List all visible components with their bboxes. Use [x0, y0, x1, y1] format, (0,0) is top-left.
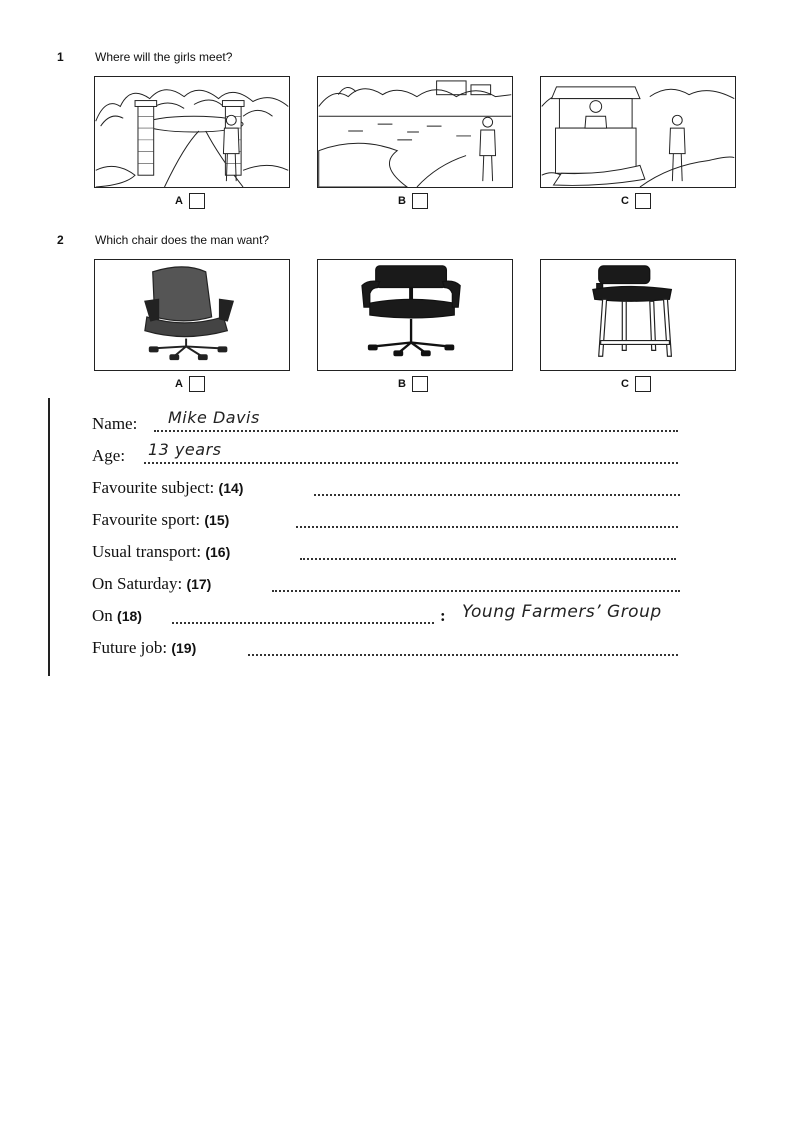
- lake-boats-icon: [318, 77, 512, 187]
- question-1-number: 1: [57, 50, 64, 64]
- form-row-job: [92, 634, 692, 662]
- transport-label-text: Usual transport:: [92, 542, 202, 561]
- job-question-number: (19): [171, 640, 197, 656]
- age-answer-line[interactable]: [144, 460, 678, 464]
- office-chair-black-icon: [318, 260, 512, 370]
- on-value: Young Farmers’ Group: [462, 602, 662, 622]
- ice-cream-kiosk-icon: [541, 77, 735, 187]
- park-gate-icon: [95, 77, 289, 187]
- q1-picture-b[interactable]: [317, 76, 513, 188]
- q2-option-b: [398, 376, 428, 392]
- form-row-name: [92, 410, 692, 438]
- transport-answer-line[interactable]: [300, 556, 676, 560]
- saturday-question-number: (17): [186, 576, 212, 592]
- question-2-text: Which chair does the man want?: [95, 233, 270, 247]
- question-2-number: 2: [57, 233, 64, 247]
- saturday-label: [92, 574, 211, 594]
- q1-picture-c[interactable]: [540, 76, 736, 188]
- job-answer-line[interactable]: [248, 652, 678, 656]
- q2-option-a: [175, 376, 205, 392]
- option-letter: B: [398, 378, 406, 390]
- sport-label: [92, 510, 229, 530]
- name-value: Mike Davis: [168, 408, 260, 427]
- on-label-text: On: [92, 606, 113, 625]
- form-row-on: [92, 602, 692, 630]
- form-row-sport: [92, 506, 692, 534]
- sport-label-text: Favourite sport:: [92, 510, 201, 529]
- q1-option-a: [175, 193, 205, 209]
- on-colon: :: [440, 606, 446, 625]
- option-letter: C: [621, 378, 629, 390]
- sport-answer-line[interactable]: [296, 524, 678, 528]
- form-row-age: [92, 442, 692, 470]
- q1-option-c: [621, 193, 651, 209]
- on-question-number: (18): [117, 608, 142, 624]
- name-label: Name:: [92, 414, 138, 433]
- q1-picture-a[interactable]: [94, 76, 290, 188]
- on-answer-line[interactable]: [172, 620, 434, 624]
- form-row-saturday: [92, 570, 692, 598]
- age-label: Age:: [92, 446, 126, 465]
- option-letter: A: [175, 378, 183, 390]
- on-label: [92, 606, 142, 626]
- q2-picture-a[interactable]: [94, 259, 290, 371]
- job-label-text: Future job:: [92, 638, 168, 657]
- saturday-label-text: On Saturday:: [92, 574, 183, 593]
- form-row-transport: [92, 538, 692, 566]
- q1-checkbox-b[interactable]: [412, 193, 428, 209]
- bar-stool-icon: [541, 260, 735, 370]
- question-1-text: Where will the girls meet?: [95, 50, 233, 64]
- subject-label: [92, 478, 243, 498]
- form-row-subject: [92, 474, 692, 502]
- subject-answer-line[interactable]: [314, 492, 680, 496]
- q2-picture-c[interactable]: [540, 259, 736, 371]
- name-answer-line[interactable]: [154, 428, 678, 432]
- q2-picture-b[interactable]: [317, 259, 513, 371]
- saturday-answer-line[interactable]: [272, 588, 680, 592]
- transport-label: [92, 542, 230, 562]
- left-margin-line: [48, 398, 50, 676]
- q1-option-b: [398, 193, 428, 209]
- subject-question-number: (14): [218, 480, 244, 496]
- option-letter: A: [175, 195, 183, 207]
- q2-checkbox-b[interactable]: [412, 376, 428, 392]
- sport-question-number: (15): [204, 512, 230, 528]
- option-letter: C: [621, 195, 629, 207]
- age-value: 13 years: [148, 440, 222, 459]
- job-label: [92, 638, 196, 658]
- q2-option-c: [621, 376, 651, 392]
- office-chair-grey-icon: [95, 260, 289, 370]
- q2-checkbox-a[interactable]: [189, 376, 205, 392]
- transport-question-number: (16): [205, 544, 231, 560]
- option-letter: B: [398, 195, 406, 207]
- subject-label-text: Favourite subject:: [92, 478, 215, 497]
- q1-checkbox-a[interactable]: [189, 193, 205, 209]
- q2-checkbox-c[interactable]: [635, 376, 651, 392]
- q1-checkbox-c[interactable]: [635, 193, 651, 209]
